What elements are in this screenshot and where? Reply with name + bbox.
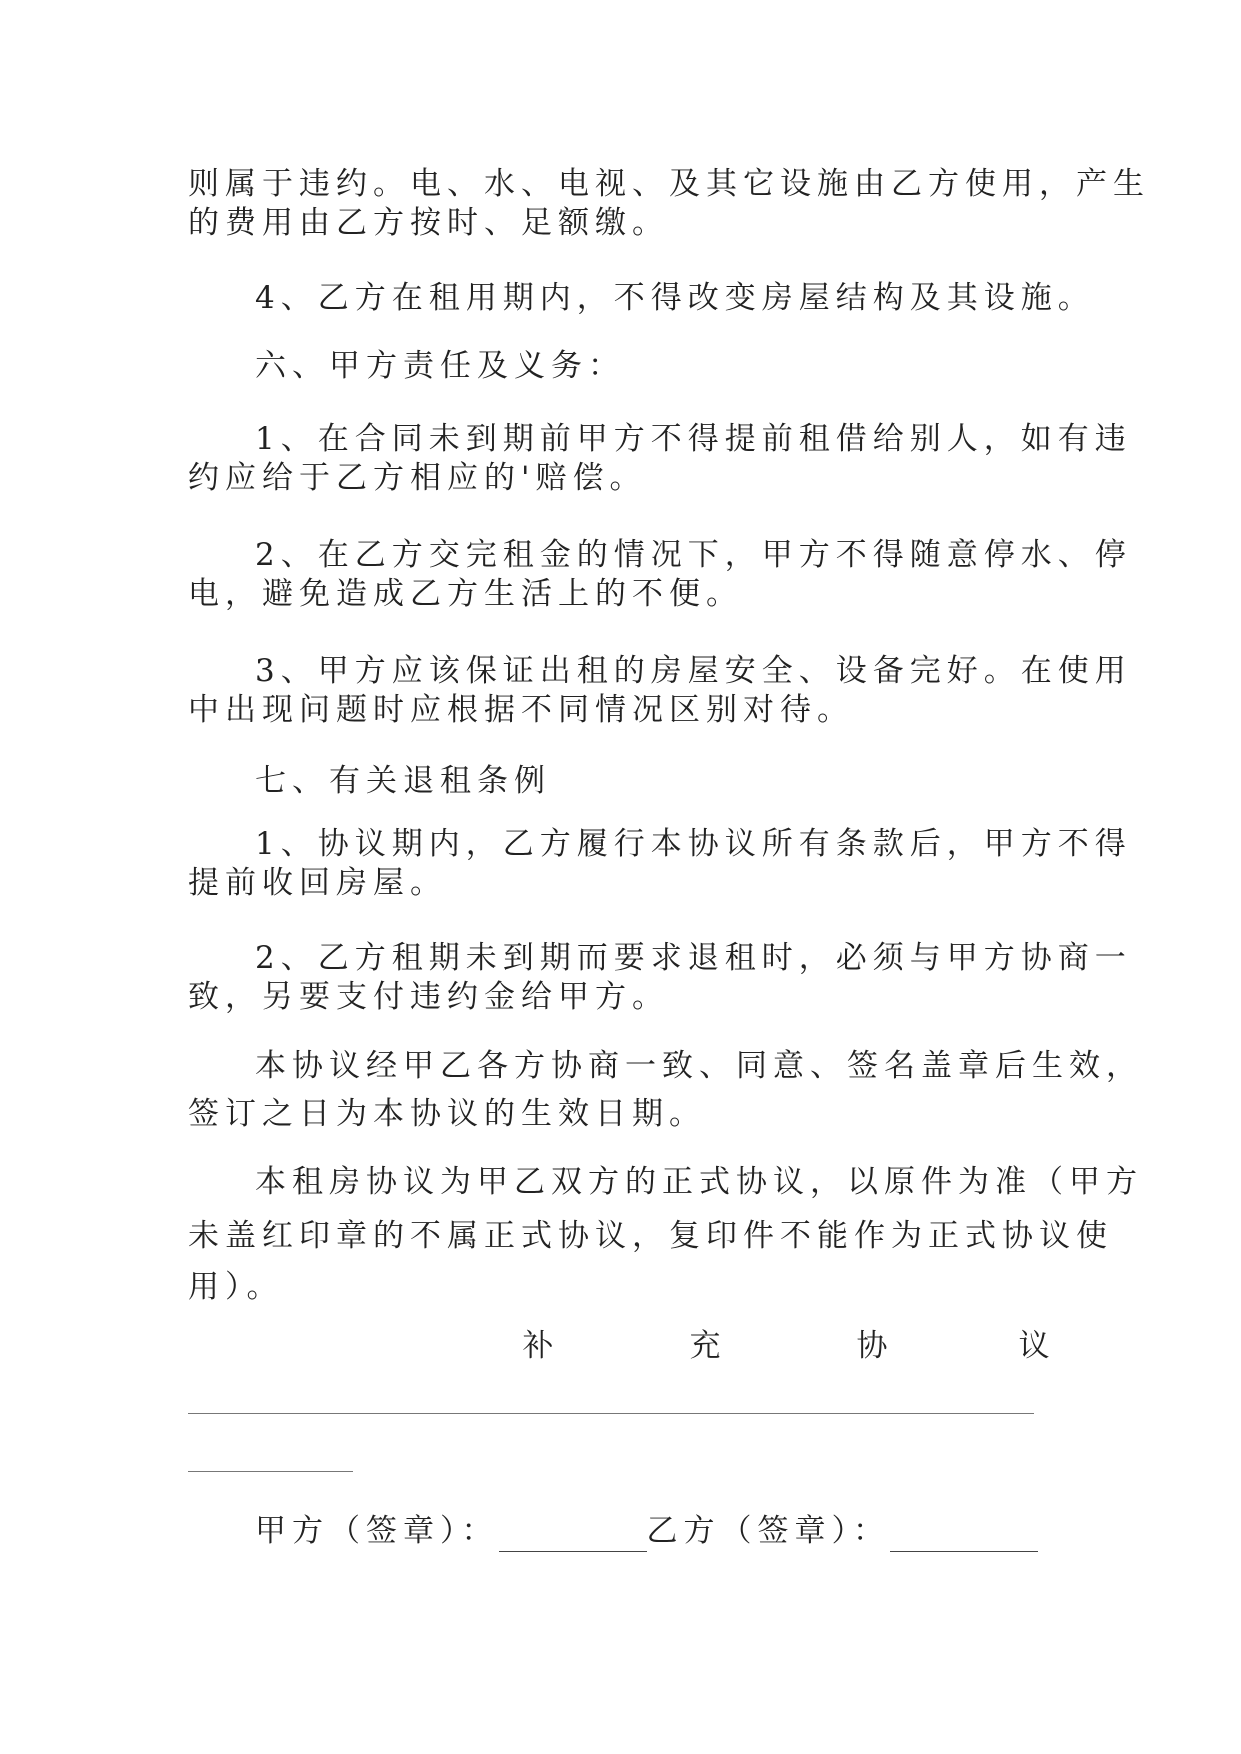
paragraph-line: 用）。 <box>188 1269 284 1305</box>
supplement-fill-line <box>188 1413 1034 1414</box>
supplement-title-char: 充 <box>689 1328 721 1364</box>
paragraph-line: 4、乙方在租用期内，不得改变房屋结构及其设施。 <box>255 280 1095 316</box>
supplement-fill-line <box>188 1471 353 1472</box>
paragraph-line: 2、在乙方交完租金的情况下，甲方不得随意停水、停 <box>255 537 1132 573</box>
supplement-title-char: 协 <box>856 1328 888 1364</box>
paragraph-line: 本协议经甲乙各方协商一致、同意、签名盖章后生效， <box>255 1048 1143 1084</box>
paragraph-line: 签订之日为本协议的生效日期。 <box>188 1096 706 1132</box>
supplement-title-char: 补 <box>522 1328 554 1364</box>
party-a-signature-label: 甲方（签章）： <box>255 1513 499 1549</box>
party-a-signature-blank <box>499 1519 647 1552</box>
party-b-signature-label: 乙方（签章）： <box>646 1513 890 1549</box>
signature-row <box>255 1510 1038 1552</box>
paragraph-line: 提前收回房屋。 <box>188 865 447 901</box>
paragraph-line: 中出现问题时应根据不同情况区别对待。 <box>188 692 854 728</box>
paragraph-line: 1、在合同未到期前甲方不得提前租借给别人，如有违 <box>255 421 1132 457</box>
supplement-title <box>188 1326 1054 1366</box>
paragraph-line: 的费用由乙方按时、足额缴。 <box>188 205 669 241</box>
paragraph-line: 则属于违约。电、水、电视、及其它设施由乙方使用，产生 <box>188 166 1150 202</box>
paragraph-line: 电，避免造成乙方生活上的不便。 <box>188 576 743 612</box>
supplement-title-char: 议 <box>1018 1328 1050 1364</box>
paragraph-line: 未盖红印章的不属正式协议，复印件不能作为正式协议使 <box>188 1218 1113 1254</box>
paragraph-line: 3、甲方应该保证出租的房屋安全、设备完好。在使用 <box>255 653 1132 689</box>
paragraph-line: 2、乙方租期未到期而要求退租时，必须与甲方协商一 <box>255 940 1132 976</box>
section-heading: 六、甲方责任及义务： <box>255 348 625 384</box>
paragraph-line: 约应给于乙方相应的'赔偿。 <box>188 460 647 496</box>
party-b-signature-blank <box>890 1519 1038 1552</box>
paragraph-line: 1、协议期内，乙方履行本协议所有条款后，甲方不得 <box>255 826 1132 862</box>
paragraph-line: 致，另要支付违约金给甲方。 <box>188 979 669 1015</box>
paragraph-line: 本租房协议为甲乙双方的正式协议，以原件为准（甲方 <box>255 1164 1143 1200</box>
section-heading: 七、有关退租条例 <box>255 763 551 799</box>
